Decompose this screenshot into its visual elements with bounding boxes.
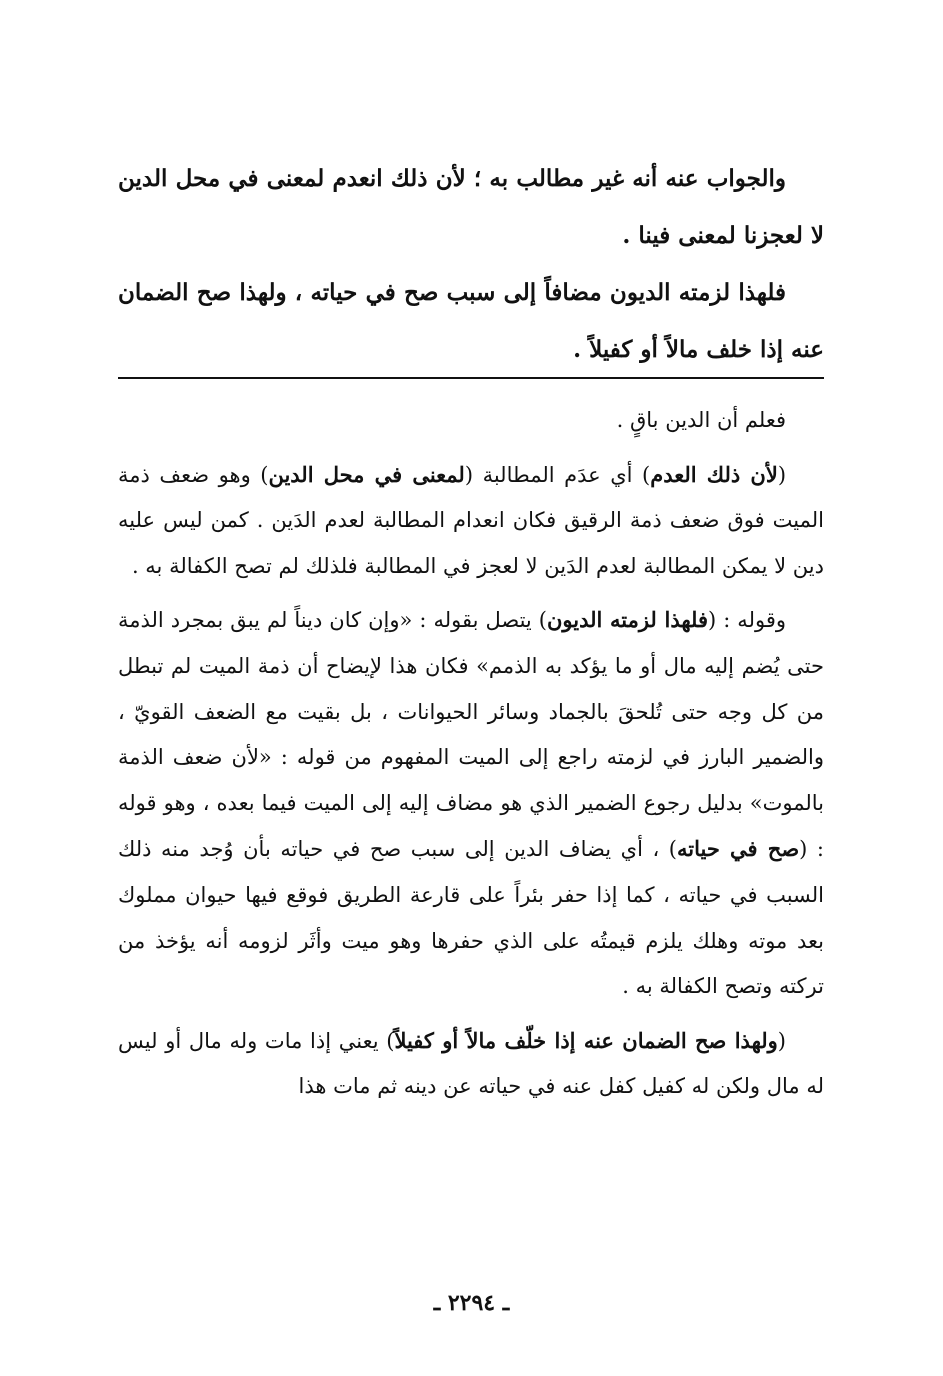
matn-paragraph-1: والجواب عنه أنه غير مطالب به ؛ لأن ذلك انعدم لمعنى في محل الدين لا لعجزنا لمعنى فينا . [118, 165, 824, 249]
sharh-paragraph-4 [118, 1018, 824, 1110]
commentary-text: ) يعني إذا مات وله مال أو ليس له مال ولكن له كفيل كفل عنه في حياته عن دينه ثم مات هذا [118, 1028, 824, 1099]
sharh-paragraph-1: فعلم أن الدين باقٍ . [616, 408, 786, 432]
open-paren: ( [777, 462, 787, 487]
sharh-commentary [118, 398, 824, 1110]
commentary-text: ) يتصل بقوله : «وإن كان ديناً لم يبق بمجرد الذمة حتى يُضم إليه مال أو ما يؤكد به الذمم» فكان هذا لإيضاح أن ذمة الميت لم تبطل من كل وجه حتى تُلحقَ بالجماد وسائر الحيوانات ، بل بقيت مع الضعف القويّ ، والضمير البارز في لزمته راجع إلى الميت المفهوم من قوله : «لأن ضعف الذمة بالموت» بدليل رجوع الضمير الذي هو مضاف إليه إلى الميت فيما بعده ، وهو قوله : ( [118, 608, 824, 862]
sharh-paragraph-3 [118, 597, 824, 1009]
matn-paragraph-2: فلهذا لزمته الديون مضافاً إلى سبب صح في حياته ، ولهذا صح الضمان عنه إذا خلف مالاً أو كفيلاً . [118, 279, 824, 363]
commentary-text: ) ، أي يضاف الدين إلى سبب صح في حياته بأن وُجد منه ذلك السبب في حياته ، كما إذا حفر بئراً على قارعة الطريق فوقع فيها حيوان مملوك بعد موته وهلك يلزم قيمتُه على الذي حفرها وهو ميت وأثَر لزومه أنه يؤخذ من تركته وتصح الكفالة به . [118, 837, 824, 999]
commentary-text: ) وهو ضعف ذمة الميت فوق ضعف ذمة الرقيق فكان انعدام المطالبة لعدم الدَين . كمن ليس عليه دين لا يمكن المطالبة لعدم الدَين لا لعجز في المطالبة فلذلك لم تصح الكفالة به . [118, 462, 824, 578]
commentary-text: ) أي عدَم المطالبة ( [464, 462, 651, 487]
quoted-phrase: ولهذا صح الضمان عنه إذا خلّف مالاً أو كفيلاً [394, 1027, 778, 1053]
page-number: ـ ٢٢٩٤ ـ [433, 1290, 510, 1316]
open-paren: ( [777, 1028, 786, 1053]
sharh-paragraph-2 [118, 452, 824, 590]
quoted-phrase: لمعنى في محل الدين [268, 461, 465, 487]
matn-text [118, 150, 824, 378]
commentary-text: وقوله : ( [708, 608, 786, 633]
separator-rule [118, 377, 824, 379]
quoted-phrase: فلهذا لزمته الديون [546, 607, 709, 633]
quoted-phrase: صح في حياته [677, 836, 800, 862]
quoted-phrase: لأن ذلك العدم [650, 461, 778, 487]
